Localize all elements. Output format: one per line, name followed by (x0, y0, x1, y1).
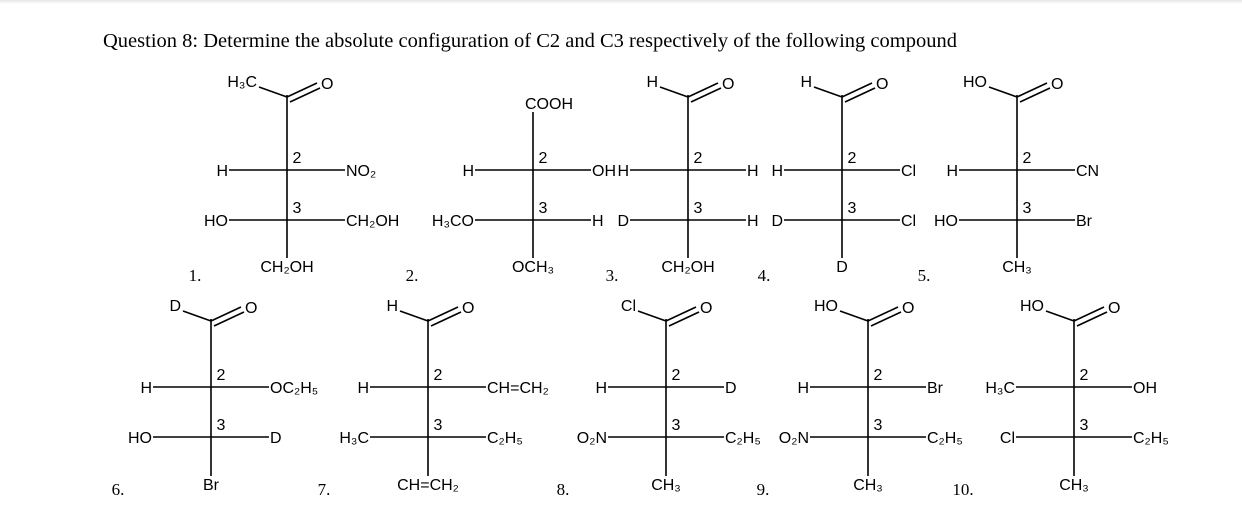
compound-2 (406, 96, 616, 285)
c3-left-substituent: HO (934, 213, 958, 230)
bottom-group: CH₂OH (260, 259, 314, 276)
compound-number: 5. (917, 266, 931, 285)
c3-left-substituent: H₃C (339, 430, 369, 447)
carbonyl-double-bond-2 (871, 312, 901, 326)
c2-right-substituent: CN (1076, 163, 1100, 180)
carbonyl-oxygen: O (462, 300, 475, 317)
carbonyl-oxygen: O (245, 300, 258, 317)
carbonyl-left-bond (814, 87, 842, 97)
bottom-group: CH₃ (1002, 259, 1032, 276)
c3-left-substituent: Cl (999, 430, 1015, 447)
c3-label: 3 (873, 417, 883, 434)
c2-right-substituent: H (747, 163, 759, 180)
carbonyl-left-group: HO (963, 74, 987, 91)
c3-left-substituent: HO (128, 430, 152, 447)
c3-right-substituent: H (747, 213, 759, 230)
compound-number: 8. (556, 480, 570, 499)
c2-right-substituent: OH (1133, 380, 1157, 397)
carbonyl-left-group: H (800, 74, 812, 91)
carbonyl-double-bond (287, 83, 317, 97)
c2-right-substituent: Cl (901, 163, 917, 180)
c3-left-substituent: D (771, 213, 783, 230)
carbonyl-left-group: HO (814, 298, 838, 315)
c3-label: 3 (538, 200, 548, 217)
carbonyl-double-bond-2 (290, 88, 320, 102)
compound-number: 6. (111, 480, 125, 499)
c3-label: 3 (216, 417, 226, 434)
carbonyl-left-bond (400, 311, 428, 321)
c2-left-substituent: H (595, 380, 607, 397)
compound-6 (112, 298, 319, 499)
c2-left-substituent: H (797, 380, 809, 397)
carbonyl-double-bond (842, 83, 872, 97)
c2-label: 2 (873, 367, 883, 384)
compound-number: 9. (756, 480, 770, 499)
c2-left-substituent: H (946, 163, 958, 180)
c2-right-substituent: OH (592, 163, 616, 180)
carbonyl-left-bond (638, 311, 666, 321)
c2-right-substituent: OC₂H₅ (270, 380, 319, 397)
c2-label: 2 (1022, 150, 1032, 167)
carbonyl-oxygen: O (902, 300, 915, 317)
question-text: Question 8: Determine the absolute configuration of C2 and C3 respectively of the following compound (103, 30, 957, 52)
compound-1 (189, 74, 400, 285)
compound-number: 1. (188, 266, 202, 285)
carbonyl-oxygen: O (700, 300, 713, 317)
c2-label: 2 (433, 367, 443, 384)
carbonyl-double-bond-2 (431, 312, 461, 326)
carbonyl-oxygen: O (722, 76, 735, 93)
top-group: COOH (525, 96, 573, 113)
carbonyl-double-bond (666, 307, 696, 321)
c3-label: 3 (693, 200, 703, 217)
carbonyl-left-group: HO (1020, 298, 1044, 315)
c2-label: 2 (671, 367, 681, 384)
c3-label: 3 (1022, 200, 1032, 217)
c2-left-substituent: H (216, 163, 228, 180)
bottom-group: D (836, 259, 848, 276)
c3-right-substituent: Br (1076, 213, 1092, 230)
bottom-group: OCH₃ (511, 259, 555, 276)
c2-left-substituent: H₃C (985, 380, 1015, 397)
c3-left-substituent: O₂N (778, 430, 809, 447)
carbonyl-double-bond (211, 307, 241, 321)
carbonyl-oxygen: O (1051, 76, 1064, 93)
carbonyl-oxygen: O (876, 76, 889, 93)
c2-label: 2 (538, 150, 548, 167)
carbonyl-double-bond (1017, 83, 1047, 97)
carbonyl-double-bond-2 (845, 88, 875, 102)
carbonyl-left-group: H₃C (227, 74, 257, 91)
compound-8 (557, 298, 761, 499)
carbonyl-left-bond (183, 311, 211, 321)
compound-number: 3. (605, 266, 619, 285)
carbonyl-oxygen: O (1108, 300, 1121, 317)
carbonyl-double-bond-2 (1020, 88, 1050, 102)
carbonyl-left-group: D (169, 298, 181, 315)
c2-left-substituent: H (140, 380, 152, 397)
compound-number: 7. (317, 480, 331, 499)
c2-right-substituent: Br (927, 380, 943, 397)
c2-label: 2 (847, 150, 857, 167)
c2-label: 2 (292, 150, 302, 167)
compound-3 (606, 74, 759, 285)
carbonyl-left-bond (1046, 311, 1074, 321)
c2-left-substituent: H (462, 163, 474, 180)
c2-label: 2 (1079, 367, 1089, 384)
c3-right-substituent: Cl (901, 213, 917, 230)
c3-right-substituent: C₂H₅ (1133, 430, 1169, 447)
carbonyl-left-bond (989, 87, 1017, 97)
bottom-group: CH₃ (651, 477, 681, 494)
carbonyl-left-group: H (386, 298, 398, 315)
compound-number: 2. (405, 266, 419, 285)
carbonyl-double-bond (428, 307, 458, 321)
c3-label: 3 (292, 200, 302, 217)
c2-left-substituent: H (617, 163, 629, 180)
c2-right-substituent: NO₂ (346, 163, 377, 180)
c2-label: 2 (216, 367, 226, 384)
compound-7 (318, 298, 549, 499)
c3-left-substituent: HO (204, 213, 228, 230)
c3-right-substituent: D (270, 430, 282, 447)
compound-number: 10. (952, 480, 974, 499)
c3-left-substituent: H₃CO (431, 213, 474, 230)
c3-label: 3 (671, 417, 681, 434)
c3-right-substituent: CH₂OH (346, 213, 400, 230)
compound-9 (757, 298, 963, 499)
carbonyl-oxygen: O (321, 76, 334, 93)
compound-5 (918, 74, 1099, 285)
c3-right-substituent: H (592, 213, 604, 230)
c3-label: 3 (847, 200, 857, 217)
carbonyl-left-bond (840, 311, 868, 321)
carbonyl-double-bond-2 (1077, 312, 1107, 326)
carbonyl-left-bond (660, 87, 688, 97)
compound-4 (758, 74, 916, 285)
carbonyl-left-group: H (646, 74, 658, 91)
carbonyl-double-bond (688, 83, 718, 97)
bottom-group: Br (203, 477, 219, 494)
c2-left-substituent: H (771, 163, 783, 180)
c3-label: 3 (1079, 417, 1089, 434)
bottom-group: CH₃ (1059, 477, 1089, 494)
c3-left-substituent: O₂N (576, 430, 607, 447)
c2-right-substituent: D (725, 380, 737, 397)
compound-10 (952, 298, 1168, 499)
c2-right-substituent: CH=CH₂ (487, 380, 549, 397)
bottom-group: CH=CH₂ (397, 477, 459, 494)
carbonyl-double-bond-2 (214, 312, 244, 326)
carbonyl-left-bond (259, 87, 287, 97)
c3-left-substituent: D (617, 213, 629, 230)
carbonyl-double-bond-2 (691, 88, 721, 102)
c2-label: 2 (693, 150, 703, 167)
carbonyl-left-group: Cl (620, 298, 636, 315)
compound-number: 4. (757, 266, 771, 285)
c3-right-substituent: C₂H₅ (725, 430, 761, 447)
c3-right-substituent: C₂H₅ (927, 430, 963, 447)
c2-left-substituent: H (357, 380, 369, 397)
c3-label: 3 (433, 417, 443, 434)
c3-right-substituent: C₂H₅ (487, 430, 523, 447)
bottom-group: CH₃ (853, 477, 883, 494)
bottom-group: CH₂OH (661, 259, 715, 276)
carbonyl-double-bond-2 (669, 312, 699, 326)
carbonyl-double-bond (1074, 307, 1104, 321)
carbonyl-double-bond (868, 307, 898, 321)
